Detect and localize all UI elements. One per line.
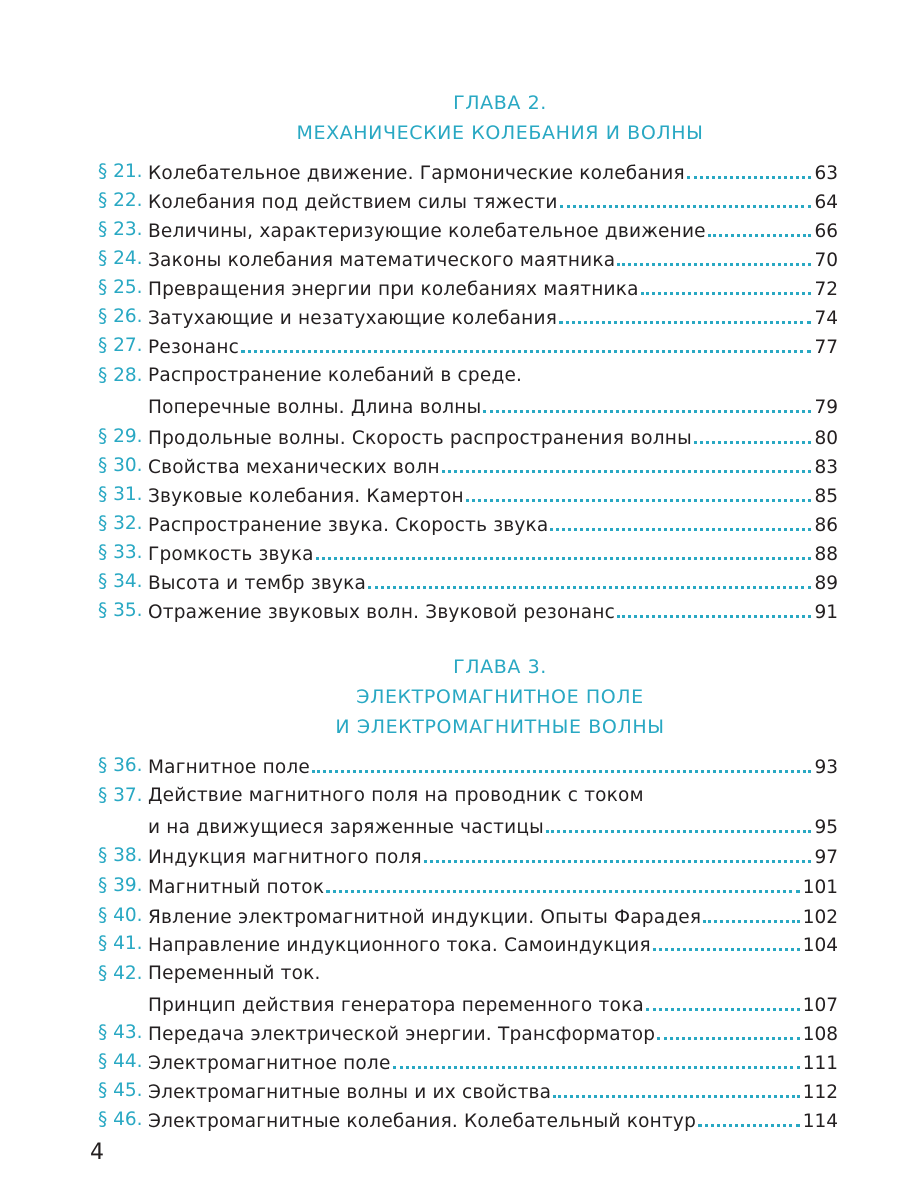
section-page: 112 bbox=[802, 1082, 838, 1103]
toc-entry-42[interactable] bbox=[98, 960, 838, 988]
leader-dots bbox=[641, 274, 812, 295]
section-number: § 24. bbox=[98, 248, 143, 269]
section-title: Затухающие и незатухающие колебания bbox=[148, 308, 558, 329]
section-page: 66 bbox=[814, 221, 838, 242]
leader-dots bbox=[657, 1019, 799, 1040]
section-title: Продольные волны. Скорость распространения волны bbox=[148, 428, 692, 449]
section-page: 72 bbox=[814, 279, 838, 300]
leader-dots bbox=[553, 1077, 799, 1098]
section-page: 77 bbox=[814, 337, 838, 358]
chapter-2-label: ГЛАВА 2. bbox=[453, 92, 547, 114]
section-page: 89 bbox=[814, 573, 838, 594]
section-number: § 44. bbox=[98, 1051, 143, 1072]
section-title: Законы колебания математического маятника bbox=[148, 250, 616, 271]
section-title: Колебательное движение. Гармонические колебания bbox=[148, 163, 685, 184]
toc-entry-25[interactable] bbox=[98, 274, 838, 302]
toc-entry-38[interactable] bbox=[98, 842, 838, 870]
section-number: § 34. bbox=[98, 571, 143, 592]
toc-entry-26[interactable] bbox=[98, 303, 838, 331]
leader-dots bbox=[316, 539, 812, 560]
toc-entry-29[interactable] bbox=[98, 423, 838, 451]
section-title-continued: и на движущиеся заряженные частицы bbox=[148, 817, 544, 838]
section-title: Магнитный поток bbox=[148, 877, 325, 898]
section-page: 74 bbox=[814, 308, 838, 329]
section-number: § 27. bbox=[98, 335, 143, 356]
chapter-2-title: МЕХАНИЧЕСКИЕ КОЛЕБАНИЯ И ВОЛНЫ bbox=[296, 122, 704, 144]
toc-entry-24[interactable] bbox=[98, 245, 838, 273]
leader-dots bbox=[703, 902, 800, 923]
toc-entry-42-continued[interactable] bbox=[98, 990, 838, 1018]
leader-dots bbox=[466, 481, 812, 502]
section-title: Действие магнитного поля на проводник с током bbox=[148, 785, 644, 806]
leader-dots bbox=[653, 930, 800, 951]
section-page: 101 bbox=[802, 877, 838, 898]
section-page: 108 bbox=[802, 1024, 838, 1045]
toc-entry-37-continued[interactable] bbox=[98, 812, 838, 840]
toc-entry-34[interactable] bbox=[98, 568, 838, 596]
section-page: 85 bbox=[814, 486, 838, 507]
section-page: 86 bbox=[814, 515, 838, 536]
section-page: 80 bbox=[814, 428, 838, 449]
leader-dots bbox=[694, 423, 812, 444]
section-title: Превращения энергии при колебаниях маятника bbox=[148, 279, 639, 300]
section-page: 91 bbox=[814, 602, 838, 623]
toc-entry-31[interactable] bbox=[98, 481, 838, 509]
section-title-continued: Принцип действия генератора переменного тока bbox=[148, 995, 644, 1016]
leader-dots bbox=[326, 872, 799, 893]
chapter-3-label: ГЛАВА 3. bbox=[453, 656, 547, 678]
section-number: § 29. bbox=[98, 426, 143, 447]
toc-entry-21[interactable] bbox=[98, 158, 838, 186]
toc-entry-46[interactable] bbox=[98, 1106, 838, 1134]
section-number: § 40. bbox=[98, 905, 143, 926]
leader-dots bbox=[546, 812, 812, 833]
section-number: § 43. bbox=[98, 1022, 143, 1043]
section-title: Магнитное поле bbox=[148, 757, 311, 778]
section-page: 83 bbox=[814, 457, 838, 478]
leader-dots bbox=[393, 1048, 800, 1069]
section-title: Отражение звуковых волн. Звуковой резонанс bbox=[148, 602, 615, 623]
section-title: Переменный ток. bbox=[148, 963, 321, 984]
section-number: § 36. bbox=[98, 755, 143, 776]
leader-dots bbox=[687, 158, 812, 179]
toc-entry-33[interactable] bbox=[98, 539, 838, 567]
section-number: § 41. bbox=[98, 933, 143, 954]
section-title: Электромагнитные колебания. Колебательный контур bbox=[148, 1111, 697, 1132]
section-number: § 33. bbox=[98, 542, 143, 563]
leader-dots bbox=[560, 187, 812, 208]
leader-dots bbox=[646, 990, 800, 1011]
leader-dots bbox=[617, 597, 811, 618]
section-number: § 38. bbox=[98, 845, 143, 866]
section-page: 97 bbox=[814, 847, 838, 868]
chapter-3-heading bbox=[150, 652, 850, 742]
toc-entry-45[interactable] bbox=[98, 1077, 838, 1105]
section-page: 104 bbox=[802, 935, 838, 956]
section-number: § 30. bbox=[98, 455, 143, 476]
toc-entry-37[interactable] bbox=[98, 782, 838, 810]
section-number: § 37. bbox=[98, 785, 143, 806]
section-page: 111 bbox=[802, 1053, 838, 1074]
toc-entry-41[interactable] bbox=[98, 930, 838, 958]
section-title: Громкость звука bbox=[148, 544, 314, 565]
section-page: 70 bbox=[814, 250, 838, 271]
section-title: Распространение звука. Скорость звука bbox=[148, 515, 549, 536]
leader-dots bbox=[241, 332, 811, 353]
section-page: 88 bbox=[814, 544, 838, 565]
leader-dots bbox=[424, 842, 812, 863]
toc-entry-28-continued[interactable] bbox=[98, 392, 838, 420]
toc-entry-27[interactable] bbox=[98, 332, 838, 360]
section-title: Колебания под действием силы тяжести bbox=[148, 192, 558, 213]
section-page: 79 bbox=[814, 397, 838, 418]
section-number: § 28. bbox=[98, 365, 143, 386]
section-number: § 31. bbox=[98, 484, 143, 505]
leader-dots bbox=[368, 568, 811, 589]
toc-entry-39[interactable] bbox=[98, 872, 838, 900]
page-number: 4 bbox=[90, 1140, 104, 1165]
section-title: Распространение колебаний в среде. bbox=[148, 365, 523, 386]
chapter-3-title-line-1: ЭЛЕКТРОМАГНИТНОЕ ПОЛЕ bbox=[356, 686, 644, 708]
section-page: 63 bbox=[814, 163, 838, 184]
section-page: 107 bbox=[802, 995, 838, 1016]
toc-entry-30[interactable] bbox=[98, 452, 838, 480]
section-number: § 39. bbox=[98, 875, 143, 896]
chapter-2-heading bbox=[150, 88, 850, 148]
section-title: Величины, характеризующие колебательное движение bbox=[148, 221, 706, 242]
toc-entry-36[interactable] bbox=[98, 752, 838, 780]
section-page: 93 bbox=[814, 757, 838, 778]
leader-dots bbox=[559, 303, 811, 324]
section-title: Резонанс bbox=[148, 337, 239, 358]
chapter-3-title-line-2: И ЭЛЕКТРОМАГНИТНЫЕ ВОЛНЫ bbox=[335, 716, 665, 738]
section-title: Свойства механических волн bbox=[148, 457, 440, 478]
toc-entry-43[interactable] bbox=[98, 1019, 838, 1047]
section-title-continued: Поперечные волны. Длина волны bbox=[148, 397, 482, 418]
leader-dots bbox=[708, 216, 812, 237]
section-number: § 35. bbox=[98, 600, 143, 621]
section-page: 114 bbox=[802, 1111, 838, 1132]
leader-dots bbox=[617, 245, 811, 266]
leader-dots bbox=[698, 1106, 800, 1127]
leader-dots bbox=[312, 752, 811, 773]
leader-dots bbox=[550, 510, 811, 531]
section-title: Явление электромагнитной индукции. Опыты Фарадея bbox=[148, 907, 702, 928]
section-number: § 26. bbox=[98, 306, 143, 327]
section-title: Передача электрической энергии. Трансформатор bbox=[148, 1024, 656, 1045]
section-page: 95 bbox=[814, 817, 838, 838]
section-number: § 21. bbox=[98, 161, 143, 182]
toc-entry-44[interactable] bbox=[98, 1048, 838, 1076]
toc-entry-40[interactable] bbox=[98, 902, 838, 930]
toc-entry-23[interactable] bbox=[98, 216, 838, 244]
section-number: § 46. bbox=[98, 1109, 143, 1130]
toc-entry-22[interactable] bbox=[98, 187, 838, 215]
section-page: 102 bbox=[802, 907, 838, 928]
toc-entry-28[interactable] bbox=[98, 362, 838, 390]
section-number: § 42. bbox=[98, 963, 143, 984]
leader-dots bbox=[483, 392, 811, 413]
section-title: Электромагнитные волны и их свойства bbox=[148, 1082, 552, 1103]
section-title: Звуковые колебания. Камертон bbox=[148, 486, 464, 507]
section-title: Электромагнитное поле bbox=[148, 1053, 391, 1074]
section-number: § 45. bbox=[98, 1080, 143, 1101]
section-title: Направление индукционного тока. Самоиндукция bbox=[148, 935, 651, 956]
leader-dots bbox=[442, 452, 812, 473]
section-number: § 22. bbox=[98, 190, 143, 211]
section-title: Индукция магнитного поля bbox=[148, 847, 422, 868]
section-number: § 25. bbox=[98, 277, 143, 298]
toc-entry-32[interactable] bbox=[98, 510, 838, 538]
toc-entry-35[interactable] bbox=[98, 597, 838, 625]
section-title: Высота и тембр звука bbox=[148, 573, 367, 594]
section-page: 64 bbox=[814, 192, 838, 213]
section-number: § 23. bbox=[98, 219, 143, 240]
section-number: § 32. bbox=[98, 513, 143, 534]
